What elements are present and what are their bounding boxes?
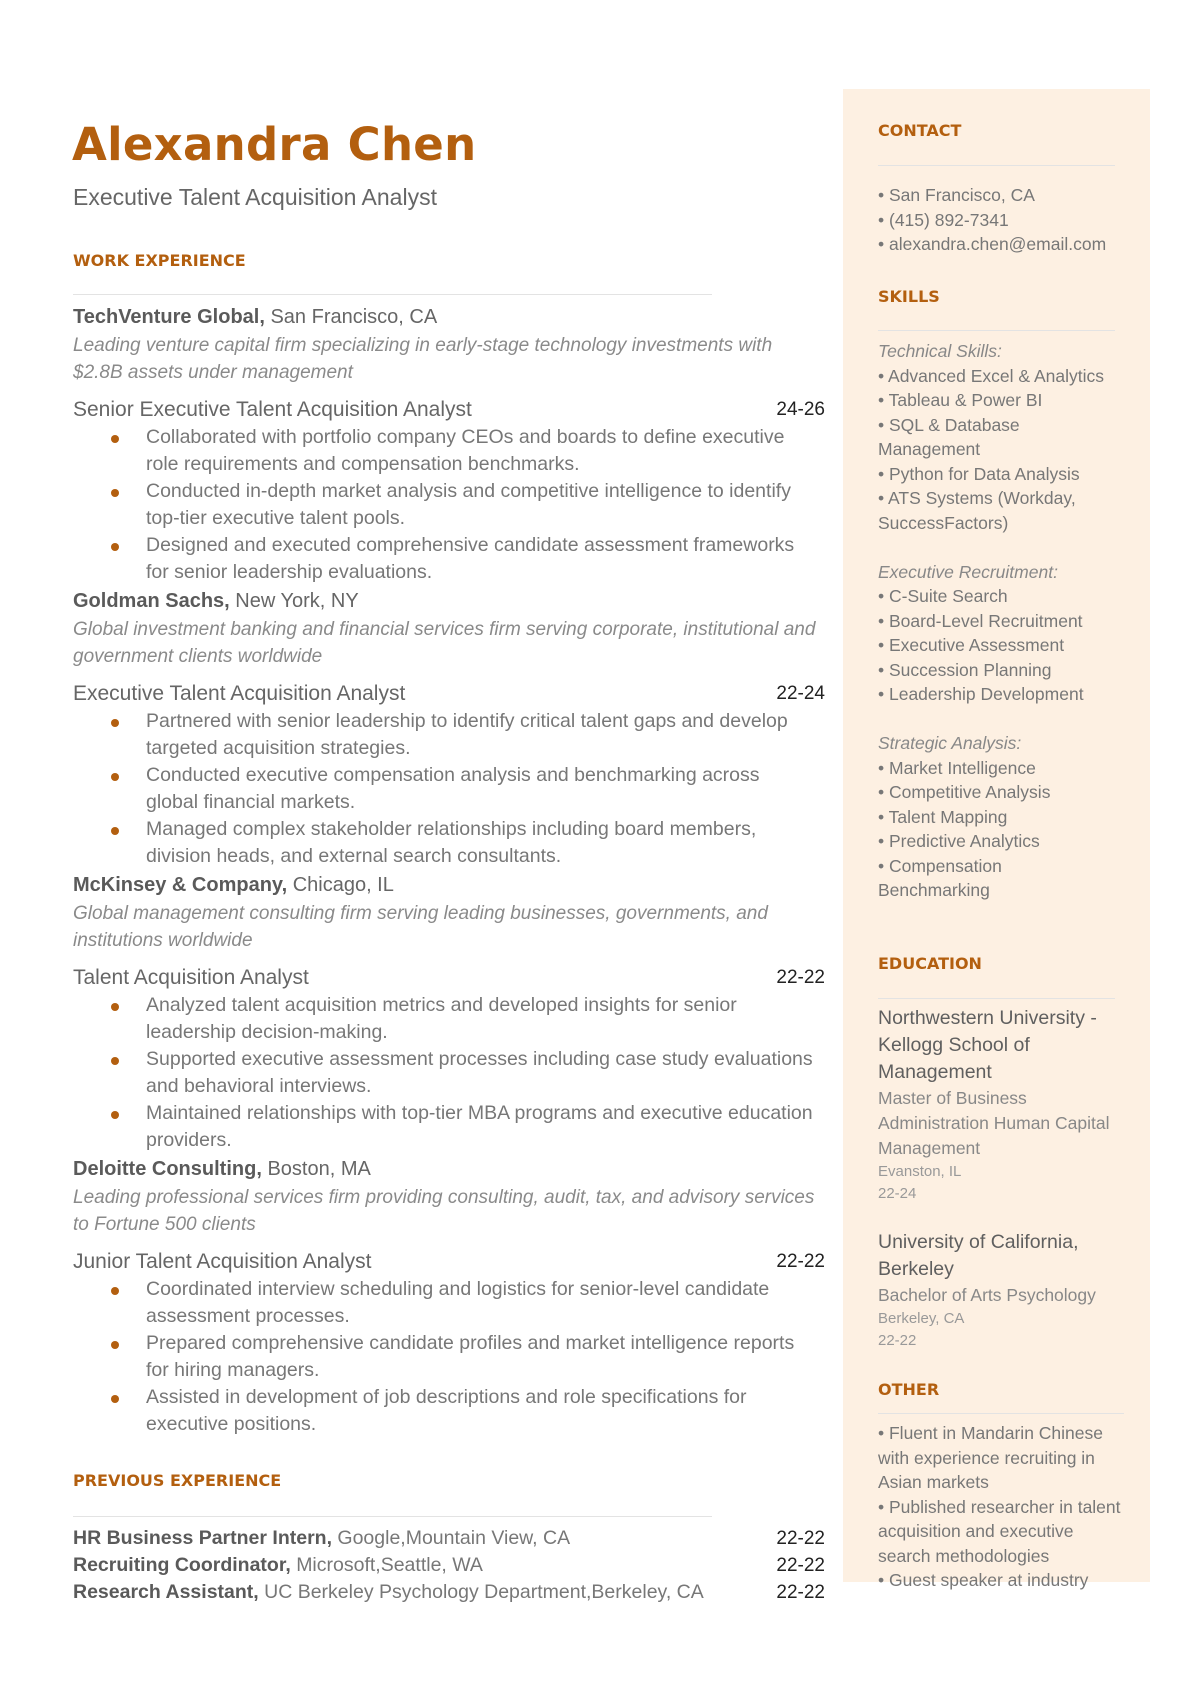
- bullet-text: Prepared comprehensive candidate profiles and market intelligence reports for hiring managers.: [146, 1332, 795, 1381]
- company-description: Leading professional services firm providing consulting, audit, tax, and advisory services to Fortune 500 clients: [73, 1187, 815, 1235]
- work-experience-heading: WORK EXPERIENCE: [73, 251, 246, 270]
- role-title: Talent Acquisition Analyst: [73, 966, 309, 989]
- other-line: • Published researcher in talent: [878, 1496, 1121, 1517]
- other-heading: OTHER: [878, 1380, 940, 1399]
- job-bullet: [73, 816, 825, 870]
- bullet-icon: [111, 1003, 119, 1011]
- bullet-text: Assisted in development of job descriptions and role specifications for executive positions.: [146, 1386, 747, 1435]
- skill-item: • Talent Mapping: [878, 806, 1008, 827]
- skill-item: • Predictive Analytics: [878, 831, 1040, 851]
- contact-location: • San Francisco, CA: [878, 185, 1035, 205]
- job-bullet: [73, 1046, 825, 1100]
- role-dates: 22-24: [776, 683, 825, 704]
- skill-item: • Competitive Analysis: [878, 782, 1051, 802]
- skills-heading: SKILLS: [878, 287, 940, 306]
- other-line: acquisition and executive: [878, 1521, 1074, 1541]
- company-location: San Francisco, CA: [270, 306, 438, 328]
- bullet-text: Designed and executed comprehensive candidate assessment frameworks for senior leadership evaluations.: [146, 534, 795, 583]
- bullet-icon: [111, 543, 119, 551]
- bullet-icon: [111, 489, 119, 497]
- role-title: Executive Talent Acquisition Analyst: [73, 682, 406, 705]
- bullet-text: Coordinated interview scheduling and logistics for senior-level candidate assessment processes.: [146, 1278, 770, 1327]
- bullet-icon: [111, 719, 119, 727]
- education-school: Northwestern University - Kellogg School of Management: [878, 1007, 1097, 1083]
- company-name: McKinsey & Company,: [73, 874, 288, 896]
- bullet-text: Collaborated with portfolio company CEOs and boards to define executive role requirements and compensation benchmarks.: [146, 426, 785, 475]
- skill-item: • Executive Assessment: [878, 635, 1065, 655]
- education-location: Evanston, IL: [878, 1163, 962, 1180]
- skill-item: • Market Intelligence: [878, 757, 1036, 778]
- skill-group-label: Executive Recruitment:: [878, 561, 1058, 582]
- bullet-text: Managed complex stakeholder relationships including board members, division heads, and external search consultants.: [146, 818, 757, 867]
- contact-email[interactable]: • alexandra.chen@email.com: [878, 234, 1107, 254]
- bullet-icon: [111, 827, 119, 835]
- skill-item: • C-Suite Search: [878, 586, 1008, 606]
- contact-heading: CONTACT: [878, 121, 962, 140]
- job-bullet: [73, 1276, 825, 1330]
- previous-role: Recruiting Coordinator,: [73, 1554, 291, 1576]
- skill-group-label: Strategic Analysis:: [878, 733, 1022, 753]
- role-dates: 24-26: [776, 399, 825, 420]
- education-heading: EDUCATION: [878, 954, 982, 973]
- role-title: Junior Talent Acquisition Analyst: [73, 1250, 372, 1273]
- previous-experience-list: [73, 1525, 825, 1615]
- skill-item: • Leadership Development: [878, 684, 1084, 704]
- previous-dates: 22-22: [776, 1582, 825, 1603]
- bullet-icon: [111, 1395, 119, 1403]
- other-divider: [878, 1413, 1124, 1414]
- skill-item: Benchmarking: [878, 880, 990, 900]
- previous-experience-heading: PREVIOUS EXPERIENCE: [73, 1471, 282, 1490]
- skill-item: SuccessFactors): [878, 512, 1009, 533]
- contact-phone: • (415) 892-7341: [878, 209, 1009, 230]
- skill-item: • Board-Level Recruitment: [878, 610, 1083, 631]
- role-title: Senior Executive Talent Acquisition Analyst: [73, 398, 472, 421]
- other-line: • Fluent in Mandarin Chinese: [878, 1423, 1103, 1443]
- company-line: [73, 1156, 825, 1183]
- previous-role: HR Business Partner Intern,: [73, 1527, 332, 1549]
- job-bullet: [73, 532, 825, 586]
- skill-item: • SQL & Database: [878, 414, 1020, 435]
- job-bullet: [73, 708, 825, 762]
- bullet-icon: [111, 773, 119, 781]
- bullet-text: Analyzed talent acquisition metrics and developed insights for senior leadership decision-making.: [146, 994, 737, 1043]
- company-location: Boston, MA: [267, 1158, 371, 1180]
- other-line: search methodologies: [878, 1545, 1050, 1566]
- company-line: [73, 872, 825, 899]
- previous-item: [73, 1579, 825, 1606]
- company-name: TechVenture Global,: [73, 306, 265, 328]
- skill-item: • Compensation: [878, 855, 1002, 876]
- company-line: [73, 588, 825, 615]
- education-location: Berkeley, CA: [878, 1310, 965, 1327]
- previous-dates: 22-22: [776, 1555, 825, 1576]
- job-bullet: [73, 992, 825, 1046]
- work-experience-divider: [73, 294, 712, 295]
- bullet-text: Partnered with senior leadership to identify critical talent gaps and develop targeted acquisition strategies.: [146, 710, 788, 759]
- role-dates: 22-22: [776, 967, 825, 988]
- job-bullet: [73, 762, 825, 816]
- education-dates: 22-22: [878, 1332, 917, 1349]
- job-role: [73, 396, 825, 423]
- other-line: Asian markets: [878, 1472, 989, 1492]
- previous-dates: 22-22: [776, 1528, 825, 1549]
- skill-item: • Python for Data Analysis: [878, 463, 1080, 484]
- education-dates: 22-24: [878, 1185, 917, 1202]
- skill-item: Management: [878, 439, 981, 459]
- bullet-icon: [111, 1057, 119, 1065]
- company-line: [73, 304, 825, 331]
- company-location: New York, NY: [235, 590, 359, 612]
- company-description: Global investment banking and financial services firm serving corporate, institutional and government clients worldwide: [73, 619, 816, 667]
- other-list: [878, 1421, 1128, 1593]
- job-bullet: [73, 478, 825, 532]
- other-line: • Guest speaker at industry: [878, 1570, 1089, 1590]
- bullet-icon: [111, 1341, 119, 1349]
- education-degree: Bachelor of Arts Psychology: [878, 1285, 1096, 1305]
- skill-item: • ATS Systems (Workday,: [878, 488, 1076, 508]
- skills-list: [878, 339, 1128, 903]
- job-role: [73, 680, 825, 707]
- job-bullet: [73, 424, 825, 478]
- bullet-icon: [111, 435, 119, 443]
- education-school: University of California, Berkeley: [878, 1231, 1079, 1280]
- bullet-text: Maintained relationships with top-tier MBA programs and executive education providers.: [146, 1102, 813, 1151]
- candidate-title: Executive Talent Acquisition Analyst: [73, 184, 437, 210]
- contact-phone-text: (415) 892-7341: [889, 209, 1009, 230]
- contact-location-text: San Francisco, CA: [889, 185, 1035, 205]
- other-line: with experience recruiting in: [878, 1447, 1095, 1468]
- skill-item: • Tableau & Power BI: [878, 390, 1043, 410]
- skill-group-label: Technical Skills:: [878, 341, 1002, 361]
- bullet-text: Supported executive assessment processes including case study evaluations and behavioral interviews.: [146, 1048, 813, 1097]
- contact-email-link[interactable]: alexandra.chen@email.com: [889, 234, 1107, 254]
- previous-org: UC Berkeley Psychology Department,Berkeley, CA: [264, 1581, 704, 1603]
- job-bullet: [73, 1100, 825, 1154]
- education-degree: Master of Business Administration Human Capital Management: [878, 1088, 1110, 1158]
- company-location: Chicago, IL: [292, 874, 394, 896]
- previous-item: [73, 1552, 825, 1579]
- previous-org: Google,Mountain View, CA: [337, 1527, 571, 1549]
- previous-item: [73, 1525, 825, 1552]
- job-role: [73, 1248, 825, 1275]
- company-name: Deloitte Consulting,: [73, 1158, 262, 1180]
- contact-divider: [878, 165, 1115, 166]
- job-bullet: [73, 1330, 825, 1384]
- company-description: Global management consulting firm serving leading businesses, governments, and institutions worldwide: [73, 903, 768, 951]
- job-bullet: [73, 1384, 825, 1438]
- previous-role: Research Assistant,: [73, 1581, 259, 1603]
- company-description: Leading venture capital firm specializing in early-stage technology investments with $2.8B assets under management: [73, 335, 773, 383]
- skill-item: • Advanced Excel & Analytics: [878, 365, 1104, 386]
- bullet-icon: [111, 1287, 119, 1295]
- company-name: Goldman Sachs,: [73, 590, 230, 612]
- previous-experience-divider: [73, 1516, 712, 1517]
- candidate-name: Alexandra Chen: [72, 118, 477, 171]
- bullet-text: Conducted executive compensation analysis and benchmarking across global financial markets.: [146, 764, 760, 813]
- education-list: [878, 1005, 1128, 1352]
- work-experience-list: [73, 304, 825, 1444]
- education-divider: [878, 998, 1115, 999]
- bullet-icon: [111, 1111, 119, 1119]
- contact-list: [878, 183, 1128, 257]
- skill-item: • Succession Planning: [878, 659, 1052, 680]
- job-role: [73, 964, 825, 991]
- previous-org: Microsoft,Seattle, WA: [296, 1554, 483, 1576]
- role-dates: 22-22: [776, 1251, 825, 1272]
- skills-divider: [878, 330, 1115, 331]
- bullet-text: Conducted in-depth market analysis and competitive intelligence to identify top-tier executive talent pools.: [146, 480, 791, 529]
